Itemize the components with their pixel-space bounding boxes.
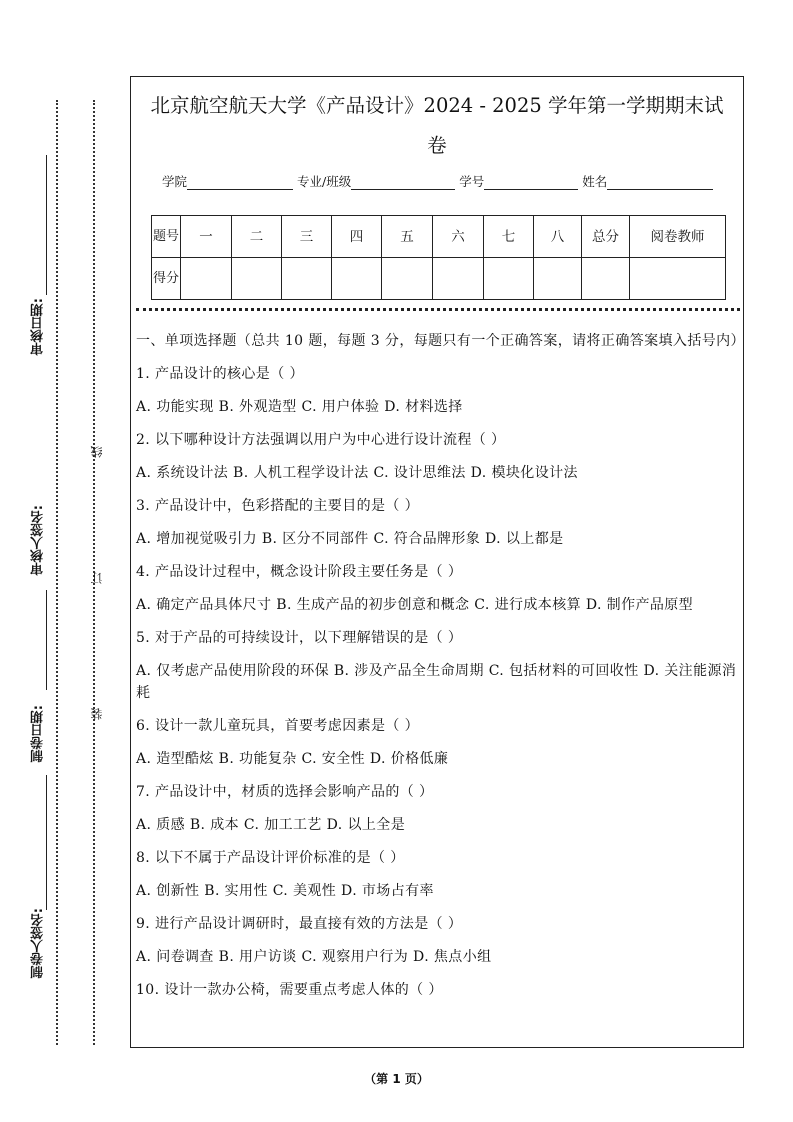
compile-date-label: 制卷日期:: [31, 705, 46, 763]
score-col-grader: 阅卷教师: [630, 216, 726, 258]
score-cell[interactable]: [232, 258, 282, 300]
score-col-7: 七: [484, 216, 534, 258]
binding-dotted-line-left: [56, 100, 58, 1045]
question-9-options: A. 问卷调查 B. 用户访谈 C. 观察用户行为 D. 焦点小组: [136, 949, 492, 965]
student-id-label: 学号: [459, 174, 485, 189]
question-7-options: A. 质感 B. 成本 C. 加工工艺 D. 以上全是: [136, 817, 406, 833]
score-col-8: 八: [534, 216, 582, 258]
question-1: 1. 产品设计的核心是（ ）: [136, 366, 304, 382]
question-5: 5. 对于产品的可持续设计，以下理解错误的是（ ）: [136, 630, 463, 646]
score-cell[interactable]: [484, 258, 534, 300]
question-1-options: A. 功能实现 B. 外观造型 C. 用户体验 D. 材料选择: [136, 399, 463, 415]
question-2-options: A. 系统设计法 B. 人机工程学设计法 C. 设计思维法 D. 模块化设计法: [136, 465, 578, 481]
exam-title: [132, 86, 742, 166]
score-col-1: 一: [181, 216, 232, 258]
binding-mark-staple: 订: [90, 572, 104, 584]
question-10: 10. 设计一款办公椅，需要重点考虑人体的（ ）: [136, 982, 443, 998]
question-4: 4. 产品设计过程中，概念设计阶段主要任务是（ ）: [136, 564, 463, 580]
score-cell-total[interactable]: [582, 258, 630, 300]
section-title: 一、单项选择题（总共 10 题，每题 3 分，每题只有一个正确答案，请将正确答案填入括号内）: [136, 333, 745, 349]
score-col-4: 四: [332, 216, 382, 258]
question-3-options: A. 增加视觉吸引力 B. 区分不同部件 C. 符合品牌形象 D. 以上都是: [136, 531, 564, 547]
compile-date-blank: [46, 775, 47, 910]
score-col-6: 六: [433, 216, 484, 258]
question-5-options: A. 仅考虑产品使用阶段的环保 B. 涉及产品全生命周期 C. 包括材料的可回收性 D. 关注能源消耗: [136, 663, 737, 701]
question-8: 8. 以下不属于产品设计评价标准的是（ ）: [136, 850, 405, 866]
question-4-options: A. 确定产品具体尺寸 B. 生成产品的初步创意和概念 C. 进行成本核算 D. 制作产品原型: [136, 597, 694, 613]
exam-title-line2: 卷: [427, 134, 447, 157]
college-field[interactable]: [187, 175, 293, 190]
name-field[interactable]: [607, 175, 713, 190]
college-label: 学院: [162, 174, 188, 189]
page-number: （第 1 页）: [364, 1072, 429, 1086]
score-cell[interactable]: [382, 258, 433, 300]
score-col-total: 总分: [582, 216, 630, 258]
question-9: 9. 进行产品设计调研时，最直接有效的方法是（ ）: [136, 916, 463, 932]
reviewer-signature-blank: [46, 590, 47, 690]
score-table: [151, 215, 726, 300]
reviewer-signature-label: 审核人签名:: [31, 505, 46, 576]
question-3: 3. 产品设计中，色彩搭配的主要目的是（ ）: [136, 498, 420, 514]
score-cell[interactable]: [433, 258, 484, 300]
question-8-options: A. 创新性 B. 实用性 C. 美观性 D. 市场占有率: [136, 883, 434, 899]
score-row-label: 得分: [152, 258, 181, 300]
major-class-field[interactable]: [351, 175, 455, 190]
score-cell[interactable]: [181, 258, 232, 300]
binding-mark-line: 线: [90, 446, 104, 458]
compiler-signature-label: 制卷人签名:: [31, 908, 46, 979]
name-label: 姓名: [582, 174, 608, 189]
score-col-3: 三: [282, 216, 332, 258]
question-7: 7. 产品设计中，材质的选择会影响产品的（ ）: [136, 784, 434, 800]
score-col-5: 五: [382, 216, 433, 258]
review-date-blank: [46, 155, 47, 295]
student-info-row: [162, 172, 722, 192]
question-number-label: 题号: [152, 216, 181, 258]
major-class-label: 专业/班级: [297, 174, 352, 189]
score-table-score-row: [152, 258, 726, 300]
review-date-label: 审核日期:: [31, 298, 46, 356]
score-cell[interactable]: [332, 258, 382, 300]
header-separator: [136, 308, 740, 311]
score-col-2: 二: [232, 216, 282, 258]
question-6: 6. 设计一款儿童玩具，首要考虑因素是（ ）: [136, 718, 420, 734]
score-cell[interactable]: [534, 258, 582, 300]
student-id-field[interactable]: [484, 175, 578, 190]
score-cell-grader[interactable]: [630, 258, 726, 300]
score-cell[interactable]: [282, 258, 332, 300]
question-6-options: A. 造型酷炫 B. 功能复杂 C. 安全性 D. 价格低廉: [136, 751, 449, 767]
question-section: [136, 330, 745, 1001]
score-table-header-row: [152, 216, 726, 258]
question-2: 2. 以下哪种设计方法强调以用户为中心进行设计流程（ ）: [136, 432, 506, 448]
binding-mark-bind: 装: [90, 708, 104, 720]
exam-title-line1: 北京航空航天大学《产品设计》2024 - 2025 学年第一学期期末试: [150, 94, 724, 117]
